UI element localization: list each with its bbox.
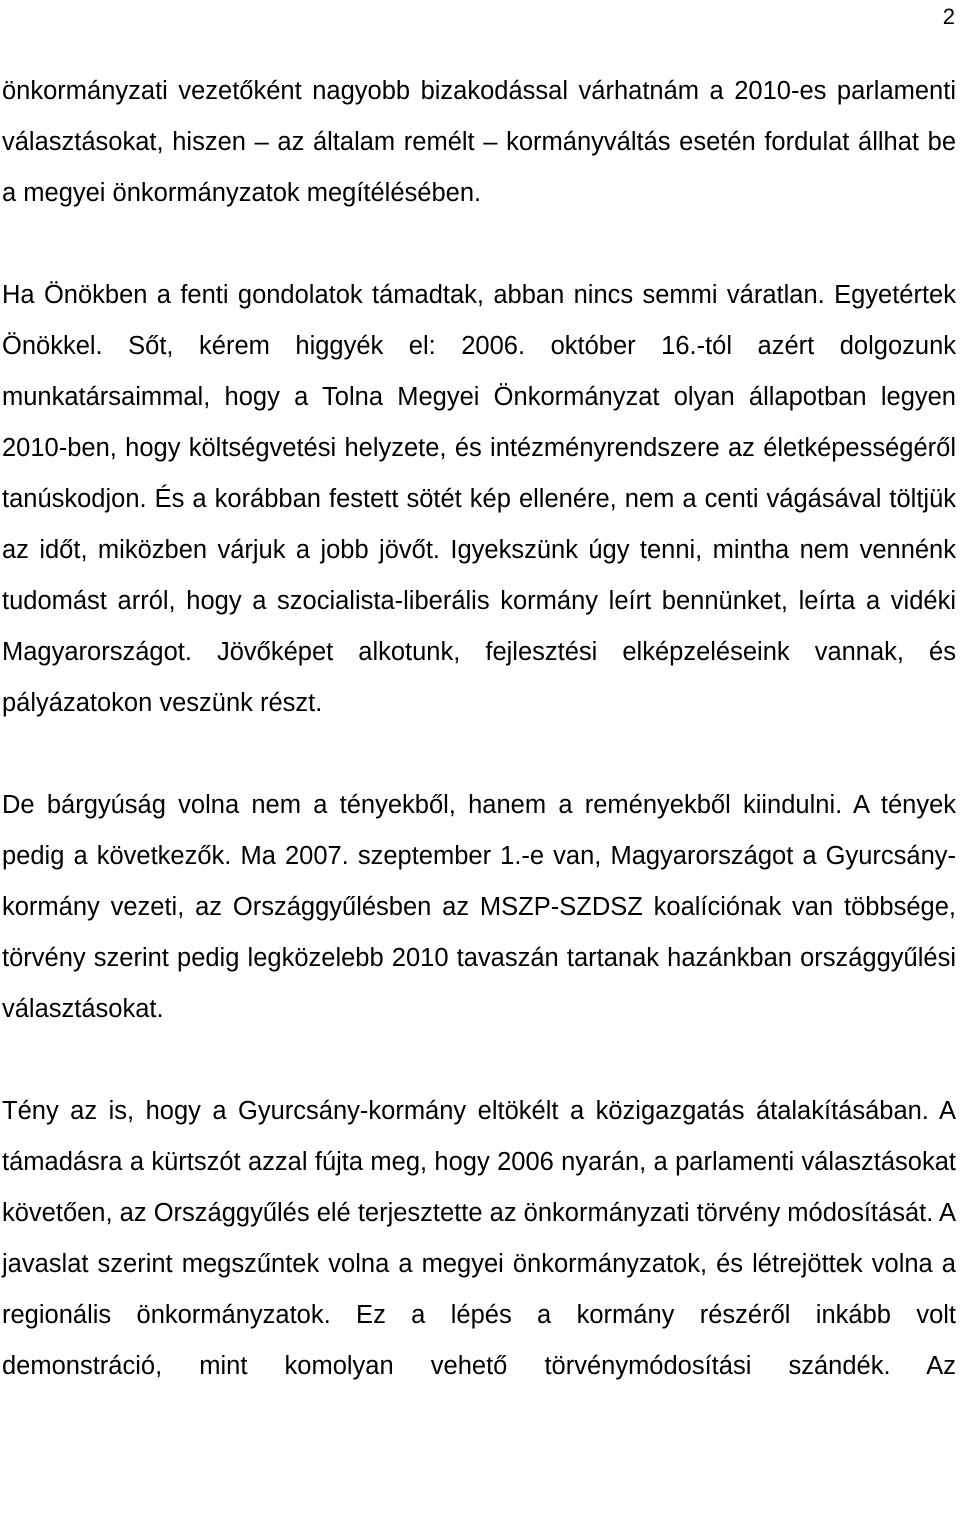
paragraph-1: önkormányzati vezetőként nagyobb bizakodással várhatnám a 2010-es parlamenti választásokat, hiszen – az általam remélt – kormányváltás esetén fordulat állhat be a megyei önkormányzatok megítélésében. [2,77,956,207]
paragraph-2: Ha Önökben a fenti gondolatok támadtak, abban nincs semmi váratlan. Egyetértek Önökkel. Sőt, kérem higgyék el: 2006. október 16.-tól azért dolgozunk munkatársaimmal, hogy a Tolna Megyei Önkormányzat olyan állapotban legyen 2010-ben, hogy költségvetési helyzete, és intézményrendszere az életképességéről tanúskodjon. És a korábban festett sötét kép ellenére, nem a centi vágásával töltjük az időt, miközben várjuk a jobb jövőt. Igyekszünk úgy tenni, mintha nem vennénk tudomást arról, hogy a szocialista-liberális kormány leírt bennünket, leírta a vidéki Magyarországot. Jövőképet alkotunk, fejlesztési elképzeléseink vannak, és pályázatokon veszünk részt. [2,281,956,717]
paragraph-3: De bárgyúság volna nem a tényekből, hanem a reményekből kiindulni. A tények pedig a következők. Ma 2007. szeptember 1.-e van, Magyarországot a Gyurcsány-kormány vezeti, az Országgyűlésben az MSZP-SZDSZ koalíciónak van többsége, törvény szerint pedig legközelebb 2010 tavaszán tartanak hazánkban országgyűlési választásokat. [2,791,956,1023]
paragraph-4: Tény az is, hogy a Gyurcsány-kormány eltökélt a közigazgatás átalakításában. A támadásra a kürtszót azzal fújta meg, hogy 2006 nyarán, a parlamenti választásokat követően, az Országgyűlés elé terjesztette az önkormányzati törvény módosítását. A javaslat szerint megszűntek volna a megyei önkormányzatok, és létrejöttek volna a regionális önkormányzatok. Ez a lépés a kormány részéről inkább volt demonstráció, mint komolyan vehető törvénymódosítási szándék. Az [2,1097,956,1380]
document-body [2,66,956,1392]
page-number: 2 [942,4,955,29]
